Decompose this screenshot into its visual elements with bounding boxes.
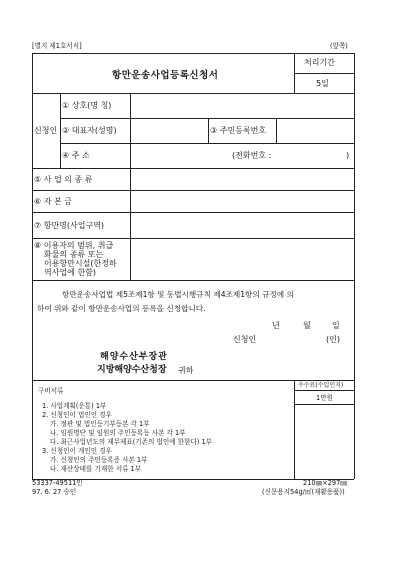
doc-item: 나. 임원명단 및 임원의 주민등록등 사본 각 1부: [50, 429, 186, 437]
business-type-label: ⑤ 사 업 의 종 류: [34, 175, 93, 184]
company-name-field[interactable]: [133, 96, 351, 116]
form-code: 53337-49511민: [32, 479, 83, 487]
date-day-label: 일: [332, 321, 340, 330]
doc-item: 1. 사업계획(운통) 1부: [42, 402, 107, 410]
address-field[interactable]: [133, 146, 228, 166]
phone-close-paren: ): [346, 151, 350, 160]
front-side-label: (앞쪽): [330, 42, 348, 50]
resident-number-label: ③ 주민등록번호: [210, 126, 267, 135]
paper-size: 210㎜×297㎜: [303, 479, 347, 487]
company-name-label: ① 상호(명 칭): [62, 101, 112, 110]
form-title: 항만운송사업등록신청서: [112, 70, 219, 81]
scope-label-line1: ⑧ 이용자의 범위, 취급: [34, 241, 114, 250]
scope-label-line3: 이용항만시설(한정하: [44, 259, 117, 268]
processing-period-value: 5일: [316, 79, 329, 88]
recipient-honorific: 귀하: [178, 366, 194, 375]
business-type-field[interactable]: [133, 171, 351, 188]
statement-line1: 항만운송사업법 제5조제1항 및 동법시행규칙 제4조제1항의 규정에 의: [62, 290, 294, 299]
port-name-label: ⑦ 항만명(사업구역): [34, 221, 105, 230]
representative-label: ② 대표자(성명): [62, 126, 117, 135]
port-name-field[interactable]: [133, 215, 351, 236]
scope-label-line4: 역사업에 한함): [44, 268, 97, 277]
form-number: [별지 제1호서식]: [32, 42, 82, 50]
doc-item: 3. 신청인이 개인인 경우: [42, 447, 112, 455]
fee-value: 1만원: [316, 394, 333, 402]
doc-item: 2. 신청인이 법인인 경우: [42, 411, 112, 419]
doc-item: 가. 신청인의 주민등록증 사본 1부: [50, 456, 148, 464]
signer-label: 신청인: [233, 335, 257, 344]
recipient-minister: 해양수산부장관: [100, 352, 168, 362]
recipient-regional-office: 지방해양수산청장: [97, 365, 167, 375]
date-year-label: 년: [272, 321, 280, 330]
scope-label-line2: 화물의 종류 또는: [44, 250, 104, 259]
seal-mark: (인): [326, 335, 340, 344]
doc-item: 가. 정관 및 법인등기부등본 각 1부: [50, 420, 150, 428]
date-month-label: 월: [303, 321, 311, 330]
paper-spec: (신문용지54g/㎡(재활용품)): [262, 488, 345, 496]
statement-line2: 하여 위와 같이 항만운송사업의 등록을 신청합니다.: [37, 304, 206, 313]
address-label: ④ 주 소: [62, 151, 90, 160]
doc-item: 나. 재산상태를 기재한 서류 1부: [50, 465, 142, 473]
resident-number-field[interactable]: [279, 121, 351, 141]
applicant-group-label: 신청인: [34, 126, 58, 135]
fee-label: 수수료(수입인지): [298, 382, 344, 389]
processing-period-label: 처리기간: [304, 58, 335, 67]
approval-date: 97. 6. 27 승인: [32, 488, 77, 496]
capital-label: ⑥ 자 본 금: [34, 197, 72, 206]
capital-field[interactable]: [133, 193, 351, 210]
scope-field[interactable]: [133, 241, 351, 278]
phone-label: (전화번호 :: [232, 151, 272, 160]
representative-field[interactable]: [133, 121, 205, 141]
documents-header: 구비서류: [38, 387, 64, 395]
doc-item: 다. 최근사업년도의 재무제표(기존의 법인에 한한다) 1부: [50, 438, 213, 446]
